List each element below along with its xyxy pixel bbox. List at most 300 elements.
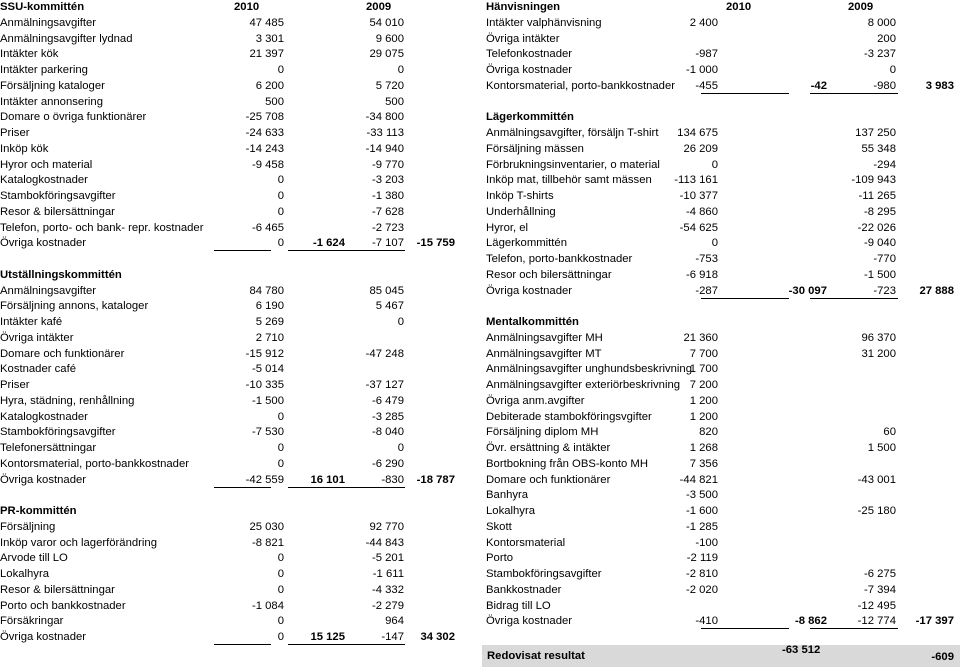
- total-row: [486, 614, 960, 630]
- row-label: Anmälningsavgifter: [0, 284, 97, 297]
- section-title: PR-kommittén: [0, 505, 77, 517]
- amount-value: -1 600: [685, 505, 718, 517]
- amount-value: 21 397: [249, 48, 284, 61]
- subtotal-value: -1 624: [312, 237, 345, 250]
- amount-value: 134 675: [677, 127, 718, 139]
- table-row: [486, 473, 960, 489]
- row-label: Resor & bilersättningar: [0, 583, 115, 596]
- table-row: [486, 32, 960, 48]
- amount-value: 0: [277, 174, 284, 187]
- row-label: Övriga kostnader: [0, 237, 87, 250]
- table-row: [486, 425, 960, 441]
- table-row: [0, 394, 460, 410]
- amount-value: -34 800: [365, 111, 404, 124]
- row-label: Anmälningsavgifter MH: [486, 331, 603, 344]
- row-label: Kontorsmaterial, porto-bankkostnader: [0, 457, 190, 470]
- row-label: Priser: [0, 127, 30, 139]
- amount-value: -147: [381, 631, 404, 643]
- table-row: [486, 158, 960, 174]
- amount-value: -2 810: [685, 568, 718, 580]
- amount-value: -6 465: [251, 221, 284, 234]
- table-row: [0, 32, 460, 48]
- amount-value: 47 485: [249, 16, 284, 29]
- row-label: Bidrag till LO: [486, 599, 551, 612]
- table-row: [0, 362, 460, 378]
- amount-value: -6 479: [371, 394, 404, 407]
- amount-value: 5 467: [375, 300, 404, 313]
- table-row: [0, 173, 460, 189]
- amount-value: 964: [385, 615, 404, 628]
- row-label: Anmälningsavgifter MT: [486, 347, 602, 360]
- row-label: Stambokföringsavgifter: [486, 568, 602, 580]
- amount-value: 0: [277, 442, 284, 454]
- result-value-2009: -609: [931, 651, 954, 663]
- amount-value: -1 611: [372, 568, 404, 580]
- subtotal-value: -18 787: [416, 473, 455, 486]
- row-label: Hyra, städning, renhållning: [0, 394, 135, 407]
- amount-value: 92 770: [369, 520, 404, 533]
- result-value-2010: -63 512: [782, 644, 821, 656]
- table-row: [486, 252, 960, 268]
- row-label: Debiterade stambokföringsvgifter: [486, 410, 652, 423]
- table-row: [486, 189, 960, 205]
- amount-value: -980: [873, 79, 896, 92]
- table-row: [486, 394, 960, 410]
- table-row: [486, 567, 960, 583]
- amount-value: -100: [695, 536, 718, 549]
- row-label: Inköp T-shirts: [486, 190, 554, 202]
- amount-value: -44 843: [365, 536, 404, 549]
- amount-value: 6 190: [255, 300, 284, 313]
- amount-value: -8 040: [371, 426, 404, 439]
- amount-value: 0: [397, 64, 404, 76]
- table-row: [0, 16, 460, 32]
- amount-value: 26 209: [683, 142, 718, 155]
- amount-value: -2 119: [686, 552, 718, 565]
- total-row: [0, 236, 460, 252]
- amount-value: -1 500: [251, 394, 284, 407]
- amount-value: 0: [889, 64, 896, 76]
- row-label: Priser: [0, 379, 30, 391]
- amount-value: 0: [277, 410, 284, 423]
- table-row: [486, 488, 960, 504]
- row-label: Intäkter parkering: [0, 64, 88, 76]
- row-label: Övriga kostnader: [0, 631, 87, 643]
- table-row: [0, 315, 460, 331]
- amount-value: 7 700: [689, 347, 718, 360]
- row-label: Övriga kostnader: [486, 64, 573, 76]
- table-row: [486, 205, 960, 221]
- row-label: Porto och bankkostnader: [0, 599, 126, 612]
- row-label: Intäkter annonsering: [0, 95, 103, 108]
- subtotal-value: 3 983: [925, 79, 954, 92]
- amount-value: -7 628: [371, 205, 404, 218]
- left-column: [0, 0, 460, 646]
- amount-value: 0: [277, 583, 284, 596]
- row-label: Katalogkostnader: [0, 410, 88, 423]
- table-row: [486, 63, 960, 79]
- table-row: [0, 457, 460, 473]
- amount-value: -10 377: [679, 190, 718, 202]
- amount-value: 500: [265, 95, 284, 108]
- amount-value: 0: [277, 631, 284, 643]
- amount-value: -8 295: [863, 205, 896, 218]
- amount-value: -109 943: [851, 174, 896, 187]
- row-label: Telefonersättningar: [0, 442, 97, 454]
- amount-value: -8 821: [251, 536, 284, 549]
- amount-value: -3 285: [371, 410, 404, 423]
- row-label: Intäkter kök: [0, 48, 59, 61]
- row-label: Hyror, el: [486, 221, 529, 234]
- amount-value: -2 279: [371, 599, 404, 612]
- amount-value: -12 495: [857, 599, 896, 612]
- amount-value: 0: [397, 442, 404, 454]
- table-row: [486, 142, 960, 158]
- amount-value: -25 180: [857, 505, 896, 517]
- section-title: SSU-kommittén: [0, 1, 85, 13]
- amount-value: -1 500: [863, 268, 896, 281]
- section-header-row: [0, 268, 460, 284]
- subtotal-value: -30 097: [788, 284, 827, 297]
- total-row: [0, 473, 460, 489]
- table-row: [486, 126, 960, 142]
- table-row: [0, 441, 460, 457]
- amount-value: -12 774: [857, 615, 896, 628]
- amount-value: -7 530: [251, 426, 284, 439]
- amount-value: 31 200: [861, 347, 896, 360]
- amount-value: 820: [699, 426, 718, 439]
- section-header-row: [0, 0, 460, 16]
- amount-value: -54 625: [679, 221, 718, 234]
- amount-value: 2 710: [255, 331, 284, 344]
- section-header-row: [486, 110, 960, 126]
- table-row: [0, 79, 460, 95]
- amount-value: 5 720: [375, 79, 404, 92]
- table-row: [0, 252, 460, 268]
- table-row: [486, 299, 960, 315]
- table-row: [0, 520, 460, 536]
- section-header-row: [486, 0, 960, 16]
- section-title: Hänvisningen: [486, 1, 561, 13]
- row-label: Övriga intäkter: [486, 32, 560, 45]
- result-bar: [482, 645, 960, 667]
- amount-value: -3 203: [371, 174, 404, 187]
- year-header: 2010: [234, 1, 260, 13]
- table-row: [486, 331, 960, 347]
- section-header-row: [486, 315, 960, 331]
- table-row: [0, 583, 460, 599]
- amount-value: -3 237: [863, 48, 896, 61]
- row-label: Anmälningsavgifter lydnad: [0, 32, 133, 45]
- amount-value: -2 020: [685, 583, 718, 596]
- amount-value: 21 360: [683, 331, 718, 344]
- row-label: Anmälningsavgifter: [0, 16, 97, 29]
- row-label: Domare och funktionärer: [486, 473, 611, 486]
- amount-value: -33 113: [366, 127, 404, 139]
- row-label: Lokalhyra: [0, 568, 49, 580]
- row-label: Försäkringar: [0, 615, 64, 628]
- sum-underline: [701, 628, 789, 629]
- amount-value: 0: [397, 316, 404, 328]
- table-row: [486, 583, 960, 599]
- row-label: Försäljning annons, kataloger: [0, 300, 149, 313]
- table-row: [0, 284, 460, 300]
- table-row: [486, 47, 960, 63]
- amount-value: -6 918: [685, 268, 718, 281]
- row-label: Anmälningsavgifter unghundsbeskrivning: [486, 363, 692, 376]
- amount-value: 137 250: [855, 127, 896, 139]
- subtotal-value: -17 397: [915, 615, 954, 628]
- table-row: [0, 425, 460, 441]
- section-title: Utställningskommittén: [0, 268, 122, 281]
- table-row: [0, 158, 460, 174]
- amount-value: -4 860: [685, 205, 718, 218]
- amount-value: -830: [381, 473, 404, 486]
- table-row: [0, 110, 460, 126]
- table-row: [486, 173, 960, 189]
- amount-value: 3 301: [255, 32, 284, 45]
- amount-value: -25 708: [245, 111, 284, 124]
- row-label: Arvode till LO: [0, 552, 68, 565]
- amount-value: 25 030: [249, 520, 284, 533]
- amount-value: -410: [695, 615, 718, 628]
- row-label: Resor & bilersättningar: [0, 205, 115, 218]
- amount-value: 0: [277, 190, 284, 202]
- amount-value: -6 290: [371, 457, 404, 470]
- table-row: [0, 378, 460, 394]
- amount-value: 0: [277, 205, 284, 218]
- sum-underline: [214, 644, 271, 645]
- amount-value: -7 107: [371, 237, 404, 250]
- row-label: Lägerkommittén: [486, 237, 567, 250]
- row-label: Inköp varor och lagerförändring: [0, 536, 157, 549]
- amount-value: 0: [711, 237, 718, 250]
- amount-value: 0: [277, 552, 284, 565]
- amount-value: -5 201: [371, 552, 404, 565]
- table-row: [486, 95, 960, 111]
- amount-value: 0: [277, 237, 284, 250]
- row-label: Försäljning kataloger: [0, 79, 105, 92]
- amount-value: 1 700: [689, 363, 718, 376]
- amount-value: -42 559: [245, 473, 284, 486]
- amount-value: -1 380: [371, 190, 404, 202]
- table-row: [0, 221, 460, 237]
- row-label: Bortbokning från OBS-konto MH: [486, 457, 648, 470]
- amount-value: -2 723: [371, 221, 404, 234]
- table-row: [0, 126, 460, 142]
- subtotal-value: 34 302: [420, 631, 455, 643]
- amount-value: 7 356: [689, 457, 718, 470]
- row-label: Kontorsmaterial: [486, 536, 566, 549]
- table-row: [0, 536, 460, 552]
- section-header-row: [0, 504, 460, 520]
- year-header: 2009: [848, 1, 874, 13]
- row-label: Telefon, porto-bankkostnader: [486, 253, 633, 265]
- row-label: Övriga intäkter: [0, 331, 74, 344]
- row-label: Porto: [486, 552, 514, 565]
- total-row: [486, 79, 960, 95]
- row-label: Övriga kostnader: [486, 284, 573, 297]
- amount-value: -24 633: [245, 127, 284, 139]
- amount-value: -47 248: [365, 347, 404, 360]
- amount-value: -723: [873, 284, 896, 297]
- subtotal-value: -15 759: [416, 237, 455, 250]
- row-label: Lokalhyra: [486, 505, 535, 517]
- table-row: [486, 441, 960, 457]
- amount-value: 200: [877, 32, 896, 45]
- table-row: [0, 205, 460, 221]
- amount-value: 54 010: [369, 16, 404, 29]
- amount-value: 8 000: [867, 16, 896, 29]
- amount-value: 2 400: [689, 16, 718, 29]
- amount-value: -455: [695, 79, 718, 92]
- subtotal-value: 15 125: [310, 631, 345, 643]
- row-label: Hyror och material: [0, 158, 93, 171]
- row-label: Inköp kök: [0, 142, 49, 155]
- amount-value: -10 335: [245, 379, 284, 391]
- amount-value: 55 348: [861, 142, 896, 155]
- table-row: [0, 410, 460, 426]
- sum-underline: [288, 644, 405, 645]
- table-row: [486, 536, 960, 552]
- amount-value: 0: [277, 615, 284, 628]
- row-label: Anmälningsavgifter exteriörbeskrivning: [486, 379, 681, 391]
- table-row: [486, 347, 960, 363]
- row-label: Övriga anm.avgifter: [486, 394, 585, 407]
- amount-value: -37 127: [365, 379, 404, 391]
- amount-value: -1 000: [685, 64, 718, 76]
- result-label: Redovisat resultat: [487, 650, 585, 662]
- row-label: Telefon, porto- och bank- repr. kostnader: [0, 221, 204, 234]
- amount-value: -7 394: [863, 583, 896, 596]
- subtotal-value: 16 101: [310, 473, 345, 486]
- total-row: [486, 284, 960, 300]
- amount-value: 0: [277, 457, 284, 470]
- subtotal-value: -42: [810, 79, 827, 92]
- table-row: [0, 95, 460, 111]
- table-row: [486, 410, 960, 426]
- amount-value: -14 243: [245, 142, 284, 155]
- row-label: Kostnader café: [0, 363, 76, 376]
- amount-value: 6 200: [255, 79, 284, 92]
- amount-value: 0: [277, 568, 284, 580]
- row-label: Stambokföringsavgifter: [0, 190, 116, 202]
- table-row: [0, 142, 460, 158]
- row-label: Anmälningsavgifter, försäljn T-shirt: [486, 127, 659, 139]
- sum-underline: [810, 628, 898, 629]
- row-label: Resor och bilersättningar: [486, 268, 612, 281]
- amount-value: 96 370: [861, 331, 896, 344]
- row-label: Inköp mat, tillbehör samt mässen: [486, 174, 652, 187]
- subtotal-value: 27 888: [919, 284, 954, 297]
- row-label: Övr. ersättning & intäkter: [486, 442, 611, 454]
- amount-value: 1 500: [867, 442, 896, 454]
- table-row: [0, 347, 460, 363]
- amount-value: -287: [695, 284, 718, 297]
- amount-value: -44 821: [679, 473, 718, 486]
- table-row: [486, 551, 960, 567]
- table-row: [0, 299, 460, 315]
- amount-value: -753: [695, 253, 718, 265]
- amount-value: 1 200: [689, 410, 718, 423]
- row-label: Övriga kostnader: [0, 473, 87, 486]
- table-row: [486, 362, 960, 378]
- amount-value: -5 014: [251, 363, 284, 376]
- row-label: Intäkter valphänvisning: [486, 16, 602, 29]
- table-row: [486, 504, 960, 520]
- table-row: [0, 551, 460, 567]
- amount-value: -14 940: [365, 142, 404, 155]
- amount-value: -9 770: [371, 158, 404, 171]
- row-label: Försäljning diplom MH: [486, 426, 599, 439]
- table-row: [486, 236, 960, 252]
- row-label: Förbrukningsinventarier, o material: [486, 158, 660, 171]
- table-row: [0, 599, 460, 615]
- right-column: [486, 0, 960, 630]
- table-row: [0, 614, 460, 630]
- amount-value: -113 161: [674, 174, 718, 187]
- row-label: Stambokföringsavgifter: [0, 426, 116, 439]
- amount-value: 9 600: [375, 32, 404, 45]
- amount-value: 85 045: [369, 284, 404, 297]
- amount-value: 60: [883, 426, 896, 439]
- table-row: [486, 520, 960, 536]
- table-row: [0, 63, 460, 79]
- table-row: [486, 268, 960, 284]
- amount-value: 1 200: [689, 394, 718, 407]
- row-label: Banhyra: [486, 489, 529, 502]
- amount-value: -3 500: [685, 489, 718, 502]
- amount-value: 29 075: [369, 48, 404, 61]
- amount-value: -11 265: [858, 190, 896, 202]
- amount-value: 7 200: [689, 379, 718, 391]
- amount-value: -15 912: [245, 347, 284, 360]
- table-row: [486, 221, 960, 237]
- row-label: Domare och funktionärer: [0, 347, 125, 360]
- amount-value: -43 001: [857, 473, 896, 486]
- row-label: Intäkter kafé: [0, 316, 63, 328]
- amount-value: 0: [711, 158, 718, 171]
- amount-value: 5 269: [255, 316, 284, 328]
- amount-value: -987: [695, 48, 718, 61]
- amount-value: 84 780: [249, 284, 284, 297]
- amount-value: 0: [277, 64, 284, 76]
- table-row: [486, 457, 960, 473]
- table-row: [0, 189, 460, 205]
- amount-value: 500: [385, 95, 404, 108]
- row-label: Kontorsmaterial, porto-bankkostnader: [486, 79, 676, 92]
- amount-value: -9 040: [863, 237, 896, 250]
- table-row: [486, 378, 960, 394]
- row-label: Försäljning: [0, 520, 56, 533]
- row-label: Bankkostnader: [486, 583, 562, 596]
- table-row: [486, 16, 960, 32]
- table-row: [0, 47, 460, 63]
- year-header: 2010: [726, 1, 752, 13]
- row-label: Försäljning mässen: [486, 142, 584, 155]
- row-label: Domare o övriga funktionärer: [0, 111, 147, 124]
- subtotal-value: -8 862: [794, 615, 827, 628]
- amount-value: -1 084: [251, 599, 284, 612]
- amount-value: -4 332: [371, 583, 404, 596]
- table-row: [486, 599, 960, 615]
- amount-value: -22 026: [857, 221, 896, 234]
- amount-value: -294: [873, 158, 896, 171]
- row-label: Telefonkostnader: [486, 48, 573, 61]
- row-label: Katalogkostnader: [0, 174, 88, 187]
- row-label: Underhållning: [486, 205, 556, 218]
- section-title: Lägerkommittén: [486, 111, 574, 124]
